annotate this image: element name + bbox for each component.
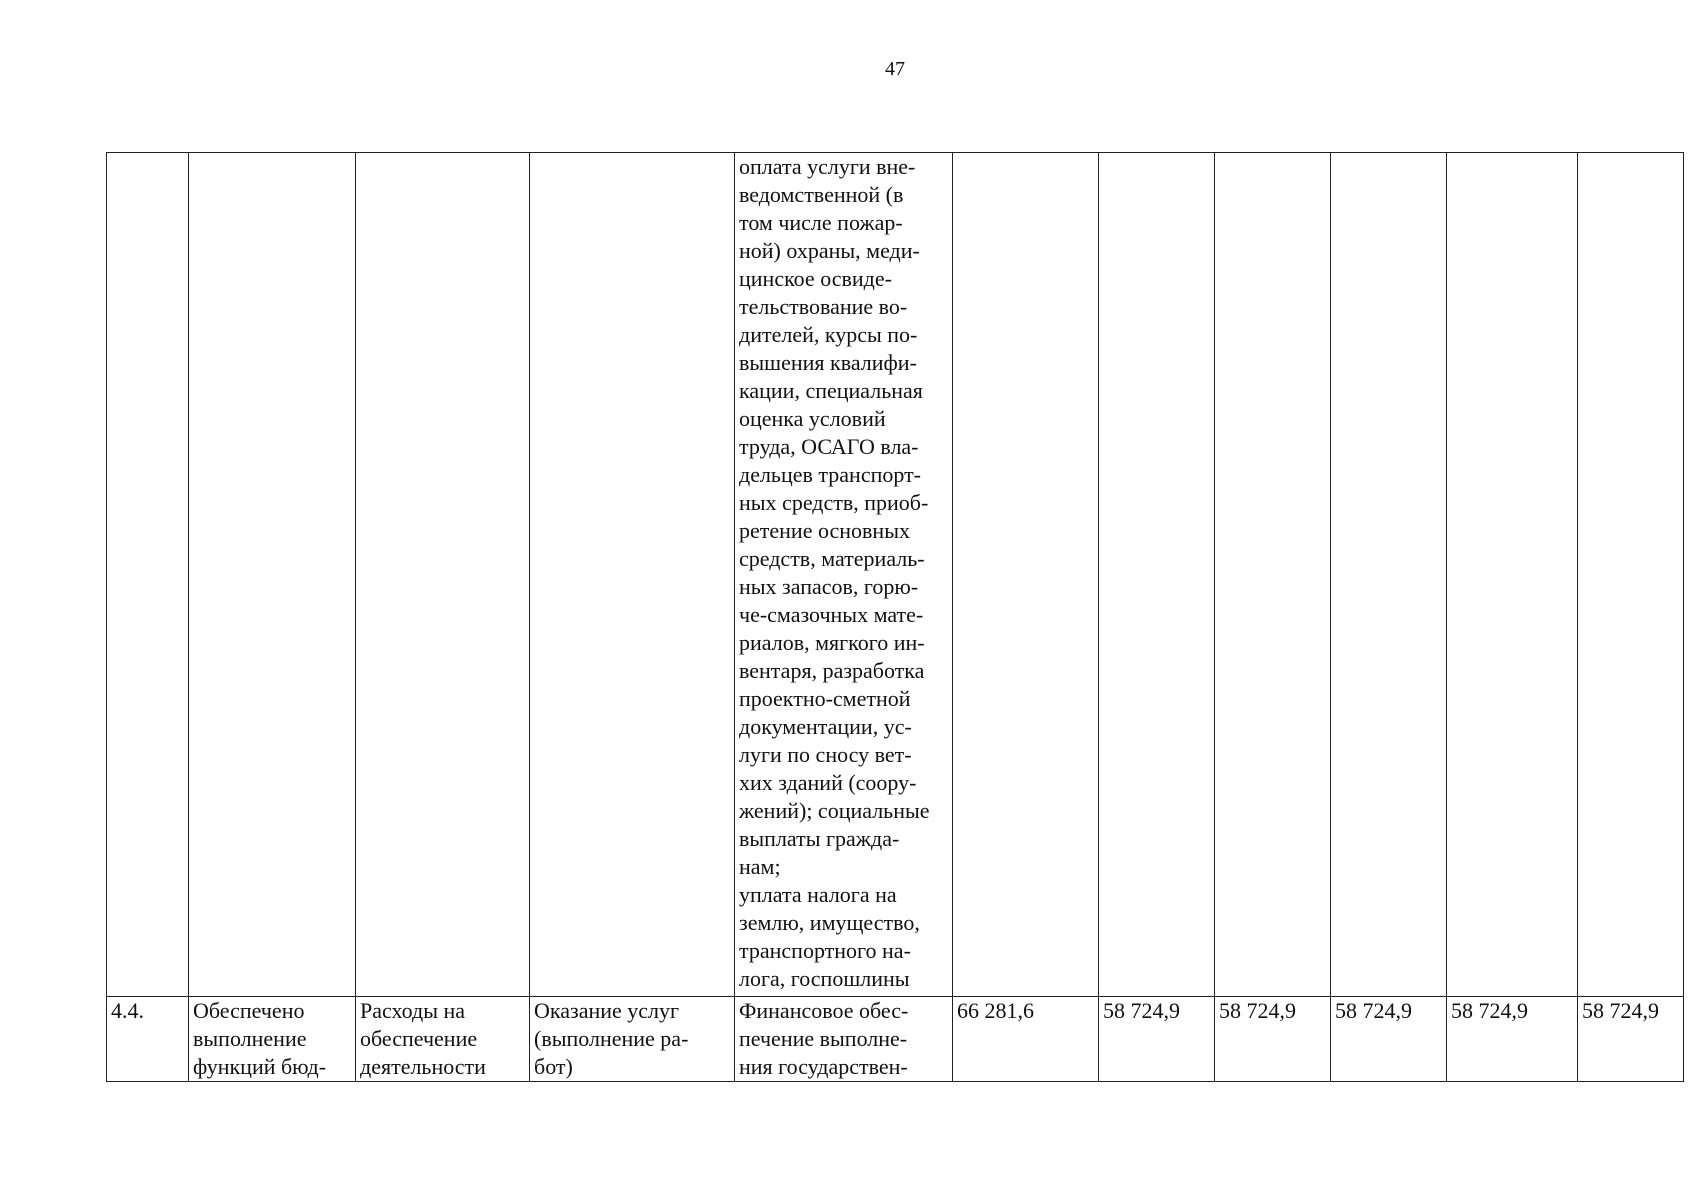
- cell-service-empty: [530, 153, 735, 997]
- cell-value-empty: [1578, 153, 1684, 997]
- table-row-4-4: [107, 997, 1684, 1082]
- cell-value-empty: [1099, 153, 1215, 997]
- cell-value: 58 724,9: [1447, 997, 1578, 1082]
- cell-description: Финансовое обес- печение выполне- ния государствен-: [735, 997, 953, 1082]
- page-number: 47: [885, 58, 905, 80]
- cell-value-empty: [1331, 153, 1447, 997]
- cell-value: 58 724,9: [1331, 997, 1447, 1082]
- cell-value: 66 281,6: [953, 997, 1099, 1082]
- cell-value-empty: [953, 153, 1099, 997]
- cell-description-continuation: оплата услуги вне- ведомственной (в том числе пожар- ной) охраны, меди- цинское освиде- тельствование во- дителей, курсы по- вышения квалифи- кации, специальная оценка условий труда, ОСАГО вла- дельцев транспорт- ных средств, приоб- ретение основных средств, материаль- ных запасов, горю- че-смазочных мате- риалов, мягкого ин- вентаря, разработка проектно-сметной документации, ус- луги по сносу вет- хих зданий (соору- жений); социальные выплаты гражда- нам; уплата налога на землю, имущество, транспортного на- лога, госпошлины: [735, 153, 953, 997]
- cell-value: 58 724,9: [1578, 997, 1684, 1082]
- cell-service: Оказание услуг (выполнение ра- бот): [530, 997, 735, 1082]
- cell-result-empty: [189, 153, 356, 997]
- cell-result: Обеспечено выполнение функций бюд-: [189, 997, 356, 1082]
- budget-table: [106, 152, 1684, 1082]
- cell-value: 58 724,9: [1099, 997, 1215, 1082]
- cell-expense-empty: [356, 153, 530, 997]
- cell-value: 58 724,9: [1215, 997, 1331, 1082]
- cell-expense: Расходы на обеспечение деятельности: [356, 997, 530, 1082]
- cell-value-empty: [1447, 153, 1578, 997]
- table-row-continuation: [107, 153, 1684, 997]
- cell-number-empty: [107, 153, 189, 997]
- cell-value-empty: [1215, 153, 1331, 997]
- cell-number: 4.4.: [107, 997, 189, 1082]
